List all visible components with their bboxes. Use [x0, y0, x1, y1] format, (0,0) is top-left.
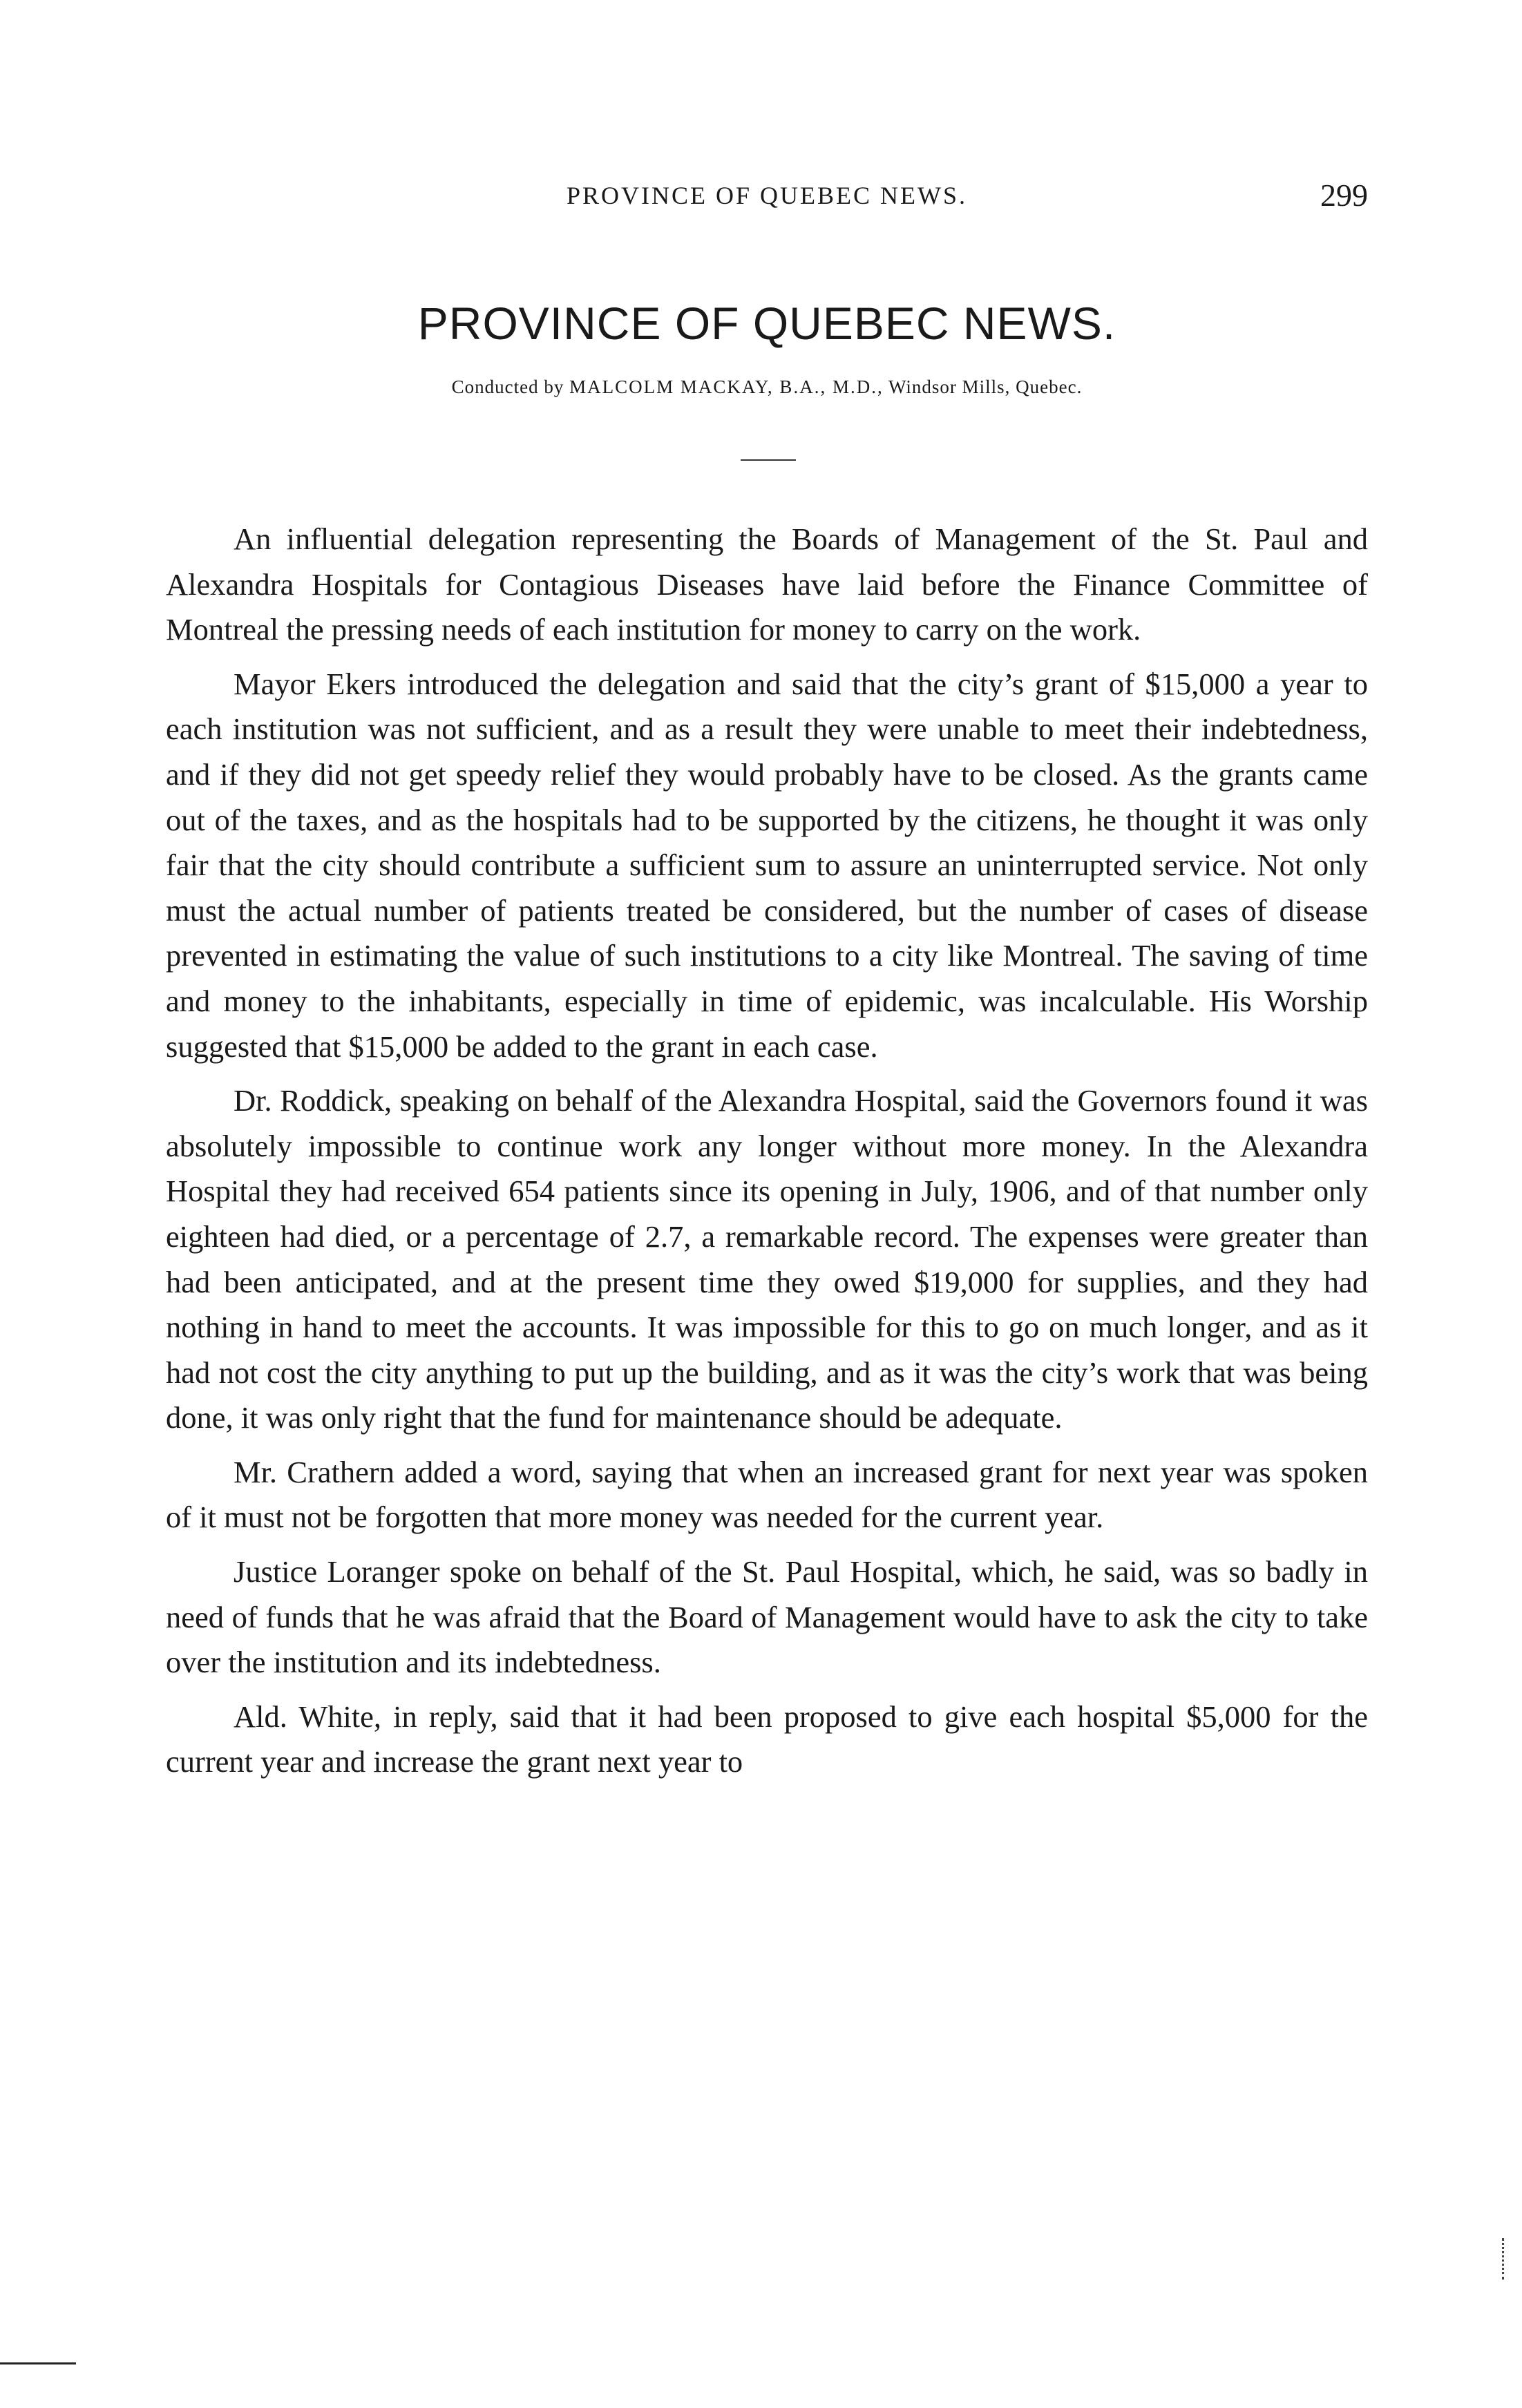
scan-margin-mark — [1502, 2238, 1504, 2280]
paragraph-5: Justice Loranger spoke on behalf of the St. Paul Hospital, which, he said, was so badly in need of funds that he was afraid that the Board of Management would have to ask the city to take over the institution and its indebtedness. — [166, 1554, 1368, 1680]
article-title: PROVINCE OF QUEBEC NEWS. — [417, 298, 1116, 349]
article-body — [166, 517, 1368, 1794]
running-head-title: PROVINCE OF QUEBEC NEWS. — [566, 182, 968, 209]
paragraph-1: An influential delegation representing the Boards of Management of the St. Paul and Alexandra Hospitals for Contagious Diseases have laid before the Finance Committee of Montreal the pressing needs of each institution for money to carry on the work. — [166, 522, 1368, 647]
section-rule — [741, 459, 796, 461]
paragraph-2: Mayor Ekers introduced the delegation and said that the city’s grant of $15,000 a year to each institution was not sufficient, and as a result they were unable to meet their indebtedness, and if they did not get speedy relief they would probably have to be closed. As the grants came out of the taxes, and as the hospitals had to be supported by the citizens, he thought it was only fair that the city should contribute a sufficient sum to assure an uninterrupted service. Not only must the actual number of patients treated be considered, but the number of cases of disease prevented in estimating the value of such institutions to a city like Montreal. The saving of time and money to the inhabitants, especially in time of epidemic, was incalculable. His Worship suggested that $15,000 be added to the grant in each case. — [166, 666, 1368, 1064]
byline-prefix: Conducted by — [451, 376, 570, 397]
page-number: 299 — [1320, 178, 1368, 213]
scan-edge-mark — [0, 2362, 76, 2364]
paragraph-4: Mr. Crathern added a word, saying that when an increased grant for next year was spoken of it must not be forgotten that more money was needed for the current year. — [166, 1454, 1368, 1535]
paragraph-3: Dr. Roddick, speaking on behalf of the Alexandra Hospital, said the Governors found it was absolutely impossible to continue work any longer without more money. In the Alexandra Hospital they had received 654 patients since its opening in July, 1906, and of that number only eighteen had died, or a percentage of 2.7, a remarkable record. The expenses were greater than had been anticipated, and at the present time they owed $19,000 for supplies, and they had nothing in hand to meet the accounts. It was impossible for this to go on much longer, and as it had not cost the city anything to put up the building, and as it was the city’s work that was being done, it was only right that the fund for maintenance should be adequate. — [166, 1083, 1368, 1435]
paragraph-6: Ald. White, in reply, said that it had been proposed to give each hospital $5,000 for the current year and increase the grant next year to — [166, 1699, 1368, 1779]
running-head — [166, 178, 1368, 222]
byline-author: MALCOLM MACKAY, B.A., M.D., — [569, 376, 884, 397]
byline-place: Windsor Mills, Quebec. — [883, 376, 1083, 397]
byline — [166, 376, 1368, 398]
